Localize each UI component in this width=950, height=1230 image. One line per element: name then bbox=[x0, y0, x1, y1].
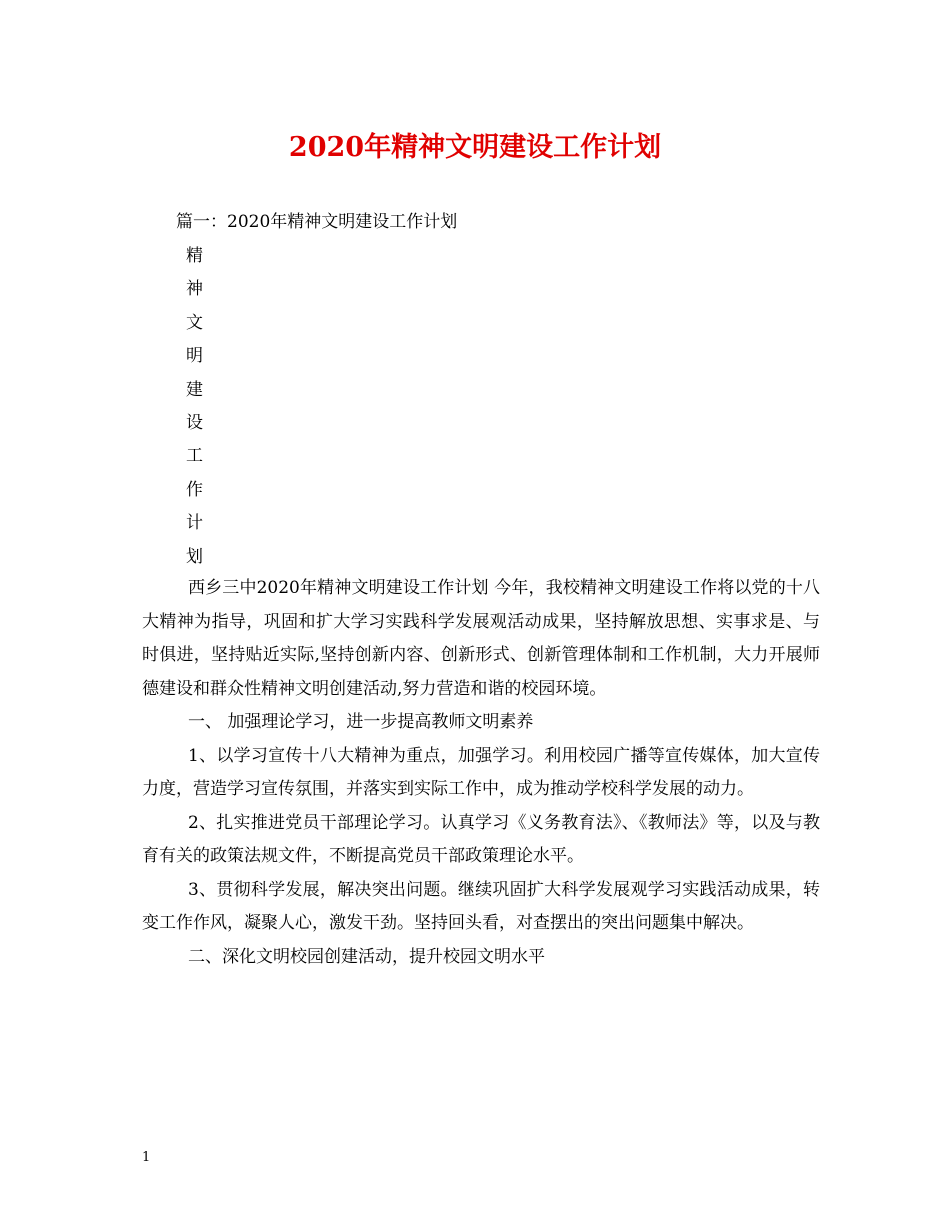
vertical-character: 设 bbox=[186, 412, 203, 433]
vertical-character: 工 bbox=[186, 446, 203, 467]
intro-paragraph: 西乡三中2020年精神文明建设工作计划 今年，我校精神文明建设工作将以党的十八大精神为指导，巩固和扩大学习实践科学发展观活动成果，坚持解放思想、实事求是、与时俱进，坚持贴近实际,坚持创新内容、创新形式、创新管理体制和工作机制，大力开展师德建设和群众性精神文明创建活动,努力营造和谐的校园环境。 bbox=[142, 578, 820, 699]
section-heading-1: 一、 加强理论学习，进一步提高教师文明素养 bbox=[188, 712, 534, 732]
vertical-character: 计 bbox=[186, 513, 203, 534]
vertical-character: 文 bbox=[186, 312, 203, 333]
vertical-title-column bbox=[186, 240, 210, 574]
vertical-character: 建 bbox=[186, 379, 203, 400]
document-body bbox=[142, 572, 820, 974]
list-item-2: 2、扎实推进党员干部理论学习。认真学习《义务教育法》、《教师法》等，以及与教育有关的政策法规文件，不断提高党员干部政策理论水平。 bbox=[142, 812, 820, 866]
vertical-character: 作 bbox=[186, 479, 203, 500]
vertical-character: 神 bbox=[186, 279, 203, 300]
vertical-character: 划 bbox=[186, 546, 203, 567]
vertical-character: 明 bbox=[186, 346, 203, 367]
document-title: 2020年精神文明建设工作计划 bbox=[288, 132, 662, 163]
chapter-heading: 篇一：2020年精神文明建设工作计划 bbox=[176, 212, 458, 232]
list-item-1: 1、以学习宣传十八大精神为重点，加强学习。利用校园广播等宣传媒体，加大宣传力度，营造学习宣传氛围，并落实到实际工作中，成为推动学校科学发展的动力。 bbox=[142, 745, 820, 799]
list-item-3: 3、贯彻科学发展，解决突出问题。继续巩固扩大科学发展观学习实践活动成果，转变工作作风，凝聚人心，激发干劲。坚持回头看，对查摆出的突出问题集中解决。 bbox=[142, 879, 820, 933]
section-heading-2: 二、深化文明校园创建活动，提升校园文明水平 bbox=[188, 946, 545, 967]
page-number: 1 bbox=[142, 1150, 151, 1165]
vertical-character: 精 bbox=[186, 246, 203, 266]
